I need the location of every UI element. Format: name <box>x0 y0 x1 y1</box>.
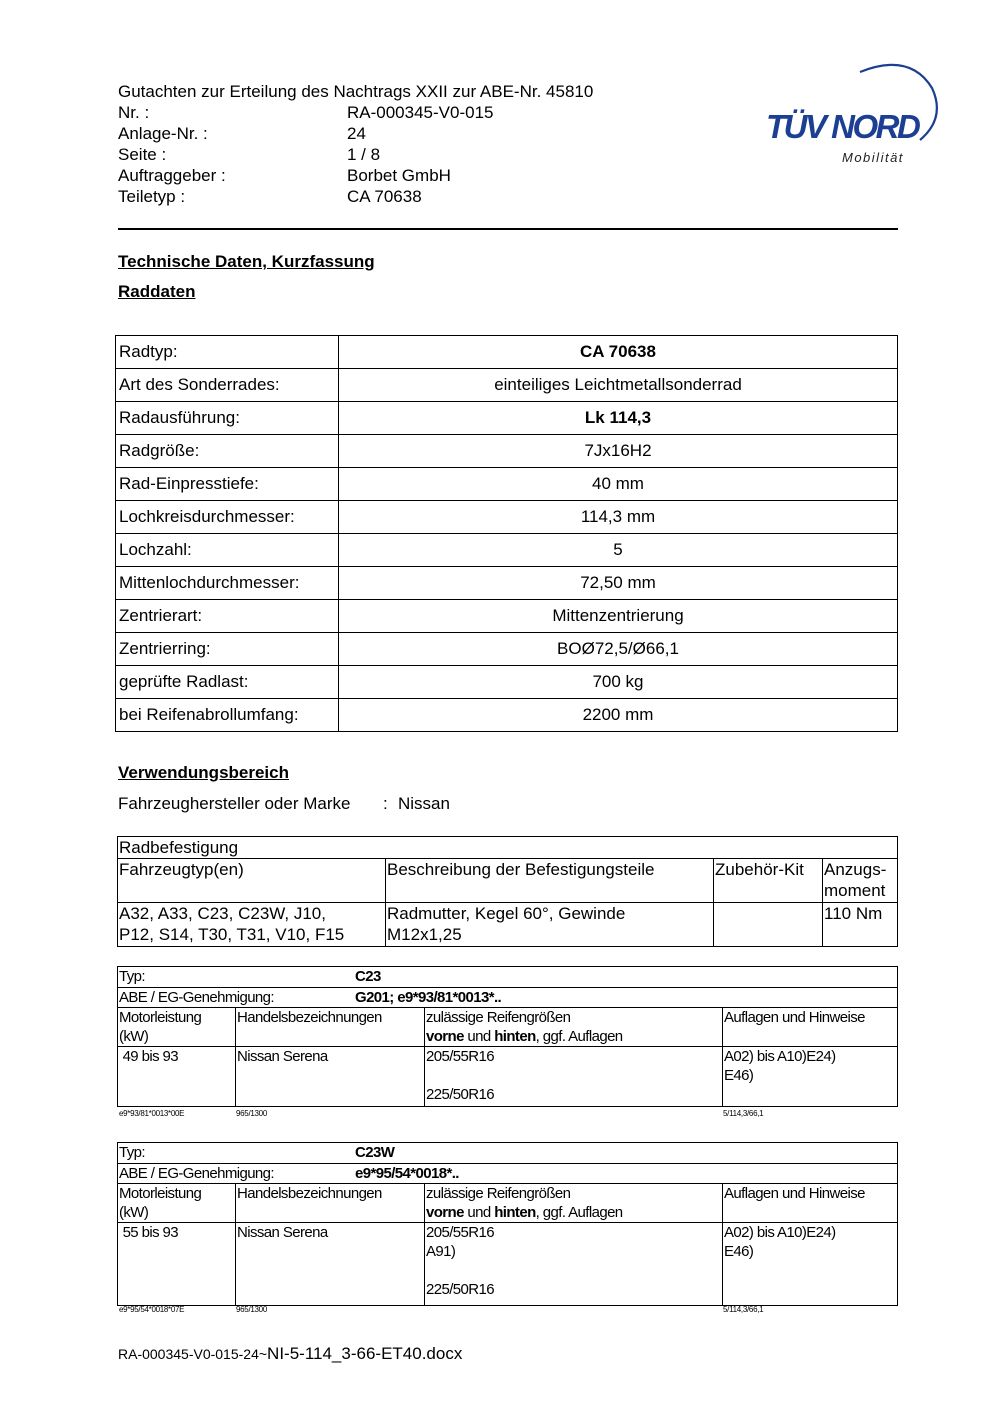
raddaten-value: 2200 mm <box>339 699 898 732</box>
raddaten-label: Lochkreisdurchmesser: <box>116 501 339 534</box>
abe-value: G201; e9*93/81*0013*.. <box>355 989 502 1006</box>
header-handelsbezeichnungen: Handelsbezeichnungen <box>236 1184 425 1223</box>
typ-value: C23 <box>355 968 381 985</box>
header-anzugsmoment <box>823 859 898 903</box>
beschreibung-line2: M12x1,25 <box>387 925 462 944</box>
footer-filename: NI-5-114_3-66-ET40.docx <box>267 1344 463 1363</box>
reifen-1: 205/55R16 <box>426 1224 494 1241</box>
field-label-nr: Nr. : <box>118 103 150 122</box>
hersteller-label: Fahrzeughersteller oder Marke <box>118 794 351 813</box>
raddaten-row <box>116 435 898 468</box>
typ-label: Typ: <box>119 968 145 985</box>
header-beschreibung: Beschreibung der Befestigungsteile <box>386 859 714 903</box>
auflagen-1: A02) bis A10)E24) <box>724 1048 836 1065</box>
raddaten-label: Zentrierart: <box>116 600 339 633</box>
raddaten-row <box>116 534 898 567</box>
raddaten-row <box>116 369 898 402</box>
raddaten-label: Radausführung: <box>116 402 339 435</box>
foot-code-c23: e9*93/81*0013*00E <box>119 1109 185 1118</box>
raddaten-label: Zentrierring: <box>116 633 339 666</box>
header-und: und <box>463 1204 495 1221</box>
abe-row <box>118 988 898 1008</box>
hersteller-separator: : <box>383 794 388 813</box>
cell-handelsbezeichnung: Nissan Serena <box>236 1223 425 1306</box>
hersteller-value: Nissan <box>398 794 450 813</box>
cell-fahrzeugtypen <box>118 903 386 947</box>
header-und: und <box>463 1028 495 1045</box>
raddaten-value: Lk 114,3 <box>339 402 898 435</box>
raddaten-label: Radtyp: <box>116 336 339 369</box>
header-vorne: vorne <box>426 1028 464 1045</box>
logo-tagline: Mobilität <box>842 150 904 165</box>
auflagen-1: A02) bis A10)E24) <box>724 1224 836 1241</box>
raddaten-value: 40 mm <box>339 468 898 501</box>
header-hinten: hinten <box>494 1204 536 1221</box>
header-fahrzeugtypen: Fahrzeugtyp(en) <box>118 859 386 903</box>
cell-anzugsmoment: 110 Nm <box>823 903 898 947</box>
befestigung-title: Radbefestigung <box>118 837 898 859</box>
section-technische-daten: Technische Daten, Kurzfassung <box>118 252 375 271</box>
beschreibung-line1: Radmutter, Kegel 60°, Gewinde <box>387 904 626 923</box>
typ-table-c23w <box>117 1142 898 1306</box>
cell-leistung: 55 bis 93 <box>118 1223 236 1306</box>
header-reifengroessen-text: zulässige Reifengrößen <box>426 1185 571 1202</box>
raddaten-row <box>116 666 898 699</box>
raddaten-value: einteiliges Leichtmetallsonderrad <box>339 369 898 402</box>
tuv-nord-logo <box>760 58 940 168</box>
raddaten-value: Mittenzentrierung <box>339 600 898 633</box>
raddaten-value: BOØ72,5/Ø66,1 <box>339 633 898 666</box>
field-value-anlage: 24 <box>347 124 366 143</box>
header-motorleistung <box>118 1184 236 1223</box>
typ-row <box>118 1143 898 1164</box>
raddaten-value: 114,3 mm <box>339 501 898 534</box>
foot-bolt-c23w: 5/114,3/66,1 <box>723 1305 764 1314</box>
raddaten-value: 7Jx16H2 <box>339 435 898 468</box>
reifen-1: 205/55R16 <box>426 1048 494 1065</box>
header-kw-text: (kW) <box>119 1028 149 1045</box>
abe-value: e9*95/54*0018*.. <box>355 1165 459 1182</box>
header-kw-text: (kW) <box>119 1204 149 1221</box>
abe-row <box>118 1164 898 1184</box>
document-title: Gutachten zur Erteilung des Nachtrags XXII zur ABE-Nr. 45810 <box>118 82 594 101</box>
header-reifengroessen <box>425 1008 723 1047</box>
header-auflagen-suffix: , ggf. Auflagen <box>535 1204 623 1221</box>
cell-reifen <box>425 1223 723 1306</box>
abe-label: ABE / EG-Genehmigung: <box>119 989 274 1006</box>
reifen-2: 225/50R16 <box>426 1281 494 1298</box>
field-label-auftraggeber: Auftraggeber : <box>118 166 226 185</box>
cell-auflagen <box>723 1223 898 1306</box>
raddaten-label: Mittenlochdurchmesser: <box>116 567 339 600</box>
field-value-seite: 1 / 8 <box>347 145 381 164</box>
raddaten-table <box>115 335 898 732</box>
raddaten-row <box>116 699 898 732</box>
foot-bolt-c23: 5/114,3/66,1 <box>723 1109 764 1118</box>
raddaten-row <box>116 600 898 633</box>
raddaten-label: Lochzahl: <box>116 534 339 567</box>
raddaten-row <box>116 567 898 600</box>
typ-label: Typ: <box>119 1144 145 1161</box>
header-auflagen-suffix: , ggf. Auflagen <box>535 1028 623 1045</box>
logo-brand: TÜV NORD <box>766 108 919 145</box>
cell-auflagen <box>723 1047 898 1107</box>
raddaten-label: Rad-Einpresstiefe: <box>116 468 339 501</box>
raddaten-value: 72,50 mm <box>339 567 898 600</box>
header-anzugsmoment-line2: moment <box>824 881 886 900</box>
radbefestigung-table <box>117 836 898 947</box>
raddaten-label: Art des Sonderrades: <box>116 369 339 402</box>
fahrzeugtypen-line2: P12, S14, T30, T31, V10, F15 <box>119 925 345 944</box>
typ-table-c23 <box>117 966 898 1107</box>
header-handelsbezeichnungen: Handelsbezeichnungen <box>236 1008 425 1047</box>
header-motorleistung-text: Motorleistung <box>119 1009 202 1026</box>
auflagen-2: E46) <box>724 1243 754 1260</box>
cell-zubehoer-kit <box>714 903 823 947</box>
raddaten-label: Radgröße: <box>116 435 339 468</box>
header-divider <box>118 228 898 230</box>
header-hinten: hinten <box>494 1028 536 1045</box>
header-vorne: vorne <box>426 1204 464 1221</box>
raddaten-row <box>116 402 898 435</box>
raddaten-row <box>116 468 898 501</box>
typ-value: C23W <box>355 1144 395 1161</box>
header-auflagen-hinweise: Auflagen und Hinweise <box>723 1008 898 1047</box>
field-label-anlage: Anlage-Nr. : <box>118 124 208 143</box>
raddaten-row <box>116 633 898 666</box>
header-reifengroessen-text: zulässige Reifengrößen <box>426 1009 571 1026</box>
raddaten-row <box>116 336 898 369</box>
typ-row <box>118 967 898 988</box>
cell-reifen <box>425 1047 723 1107</box>
cell-handelsbezeichnung: Nissan Serena <box>236 1047 425 1107</box>
field-label-seite: Seite : <box>118 145 167 164</box>
header-anzugsmoment-line1: Anzugs- <box>824 860 887 879</box>
field-label-teiletyp: Teiletyp : <box>118 187 186 206</box>
raddaten-value: 5 <box>339 534 898 567</box>
cell-beschreibung <box>386 903 714 947</box>
reifen-mid: A91) <box>426 1243 456 1260</box>
raddaten-label: bei Reifenabrollumfang: <box>116 699 339 732</box>
header-motorleistung-text: Motorleistung <box>119 1185 202 1202</box>
header-zubehoer-kit: Zubehör-Kit <box>714 859 823 903</box>
auflagen-2: E46) <box>724 1067 754 1084</box>
field-value-teiletyp: CA 70638 <box>347 187 422 206</box>
foot-code-c23w: e9*95/54*0018*07E <box>119 1305 185 1314</box>
cell-leistung: 49 bis 93 <box>118 1047 236 1107</box>
raddaten-row <box>116 501 898 534</box>
abe-label: ABE / EG-Genehmigung: <box>119 1165 274 1182</box>
field-value-auftraggeber: Borbet GmbH <box>347 166 451 185</box>
raddaten-label: geprüfte Radlast: <box>116 666 339 699</box>
footer-doc-id: RA-000345-V0-015-24~ <box>118 1346 268 1362</box>
page-footer <box>118 1344 462 1364</box>
raddaten-value: CA 70638 <box>339 336 898 369</box>
field-value-nr: RA-000345-V0-015 <box>347 103 494 122</box>
foot-weight-c23w: 965/1300 <box>236 1305 267 1314</box>
section-raddaten: Raddaten <box>118 282 196 301</box>
header-auflagen-hinweise: Auflagen und Hinweise <box>723 1184 898 1223</box>
header-motorleistung <box>118 1008 236 1047</box>
section-verwendungsbereich: Verwendungsbereich <box>118 763 289 782</box>
fahrzeugtypen-line1: A32, A33, C23, C23W, J10, <box>119 904 326 923</box>
header-reifengroessen <box>425 1184 723 1223</box>
reifen-2: 225/50R16 <box>426 1086 494 1103</box>
foot-weight-c23: 965/1300 <box>236 1109 267 1118</box>
raddaten-value: 700 kg <box>339 666 898 699</box>
